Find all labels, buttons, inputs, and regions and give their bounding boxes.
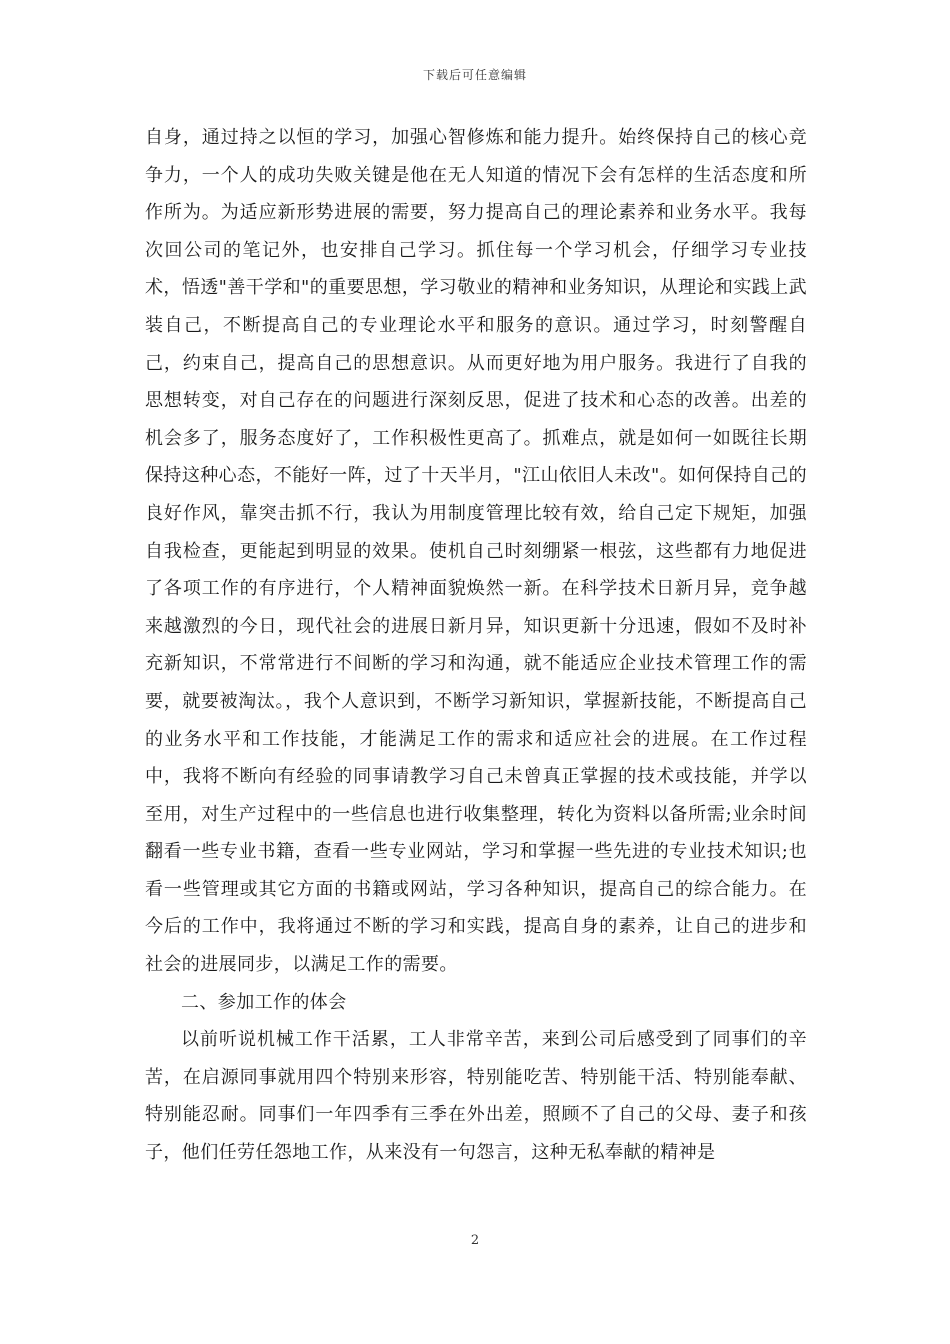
body-paragraph: 以前听说机械工作干活累，工人非常辛苦，来到公司后感受到了同事们的辛苦，在启源同事就用四个特别来形容，特别能吃苦、特别能干活、特别能奉献、特别能忍耐。同事们一年四季有三季在外出差，照顾不了自己的父母、妻子和孩子，他们任劳任怨地工作，从来没有一句怨言，这种无私奉献的精神是: [145, 1029, 807, 1164]
section-heading: 二、参加工作的体会: [181, 991, 347, 1013]
document-body: [145, 119, 807, 1172]
page-number: 2: [470, 1233, 480, 1248]
page-header: 下载后可任意编辑: [422, 68, 527, 82]
body-paragraph: 自身，通过持之以恒的学习，加强心智修炼和能力提升。始终保持自己的核心竞争力，一个人的成功失败关键是他在无人知道的情况下会有怎样的生活态度和所作所为。为适应新形势进展的需要，努力提高自己的理论素养和业务水平。我每次回公司的笔记外，也安排自己学习。抓住每一个学习机会，仔细学习专业技术，悟透"善干学和"的重要思想，学习敬业的精神和业务知识，从理论和实践上武装自己，不断提高自己的专业理论水平和服务的意识。通过学习，时刻警醒自己，约束自己，提高自己的思想意识。从而更好地为用户服务。我进行了自我的思想转变，对自己存在的问题进行深刻反思，促进了技术和心态的改善。出差的机会多了，服务态度好了，工作积极性更高了。抓难点，就是如何一如既往长期保持这种心态，不能好一阵，过了十天半月，"江山依旧人未改"。如何保持自己的良好作风，靠突击抓不行，我认为用制度管理比较有效，给自己定下规矩，加强自我检查，更能起到明显的效果。使机自己时刻绷紧一根弦，这些都有力地促进了各项工作的有序进行，个人精神面貌焕然一新。在科学技术日新月异，竞争越来越激烈的今日，现代社会的进展日新月异，知识更新十分迅速，假如不及时补充新知识，不常常进行不间断的学习和沟通，就不能适应企业技术管理工作的需要，就要被淘汰。，我个人意识到，不断学习新知识，掌握新技能，不断提高自己的业务水平和工作技能，才能满足工作的需求和适应社会的进展。在工作过程中，我将不断向有经验的同事请教学习自己未曾真正掌握的技术或技能，并学以至用，对生产过程中的一些信息也进行收集整理，转化为资料以备所需;业余时间翻看一些专业书籍，查看一些专业网站，学习和掌握一些先进的专业技术知识;也看一些管理或其它方面的书籍或网站，学习各种知识，提高自己的综合能力。在今后的工作中，我将通过不断的学习和实践，提高自身的素养，让自己的进步和社会的进展同步，以满足工作的需要。: [145, 127, 807, 976]
